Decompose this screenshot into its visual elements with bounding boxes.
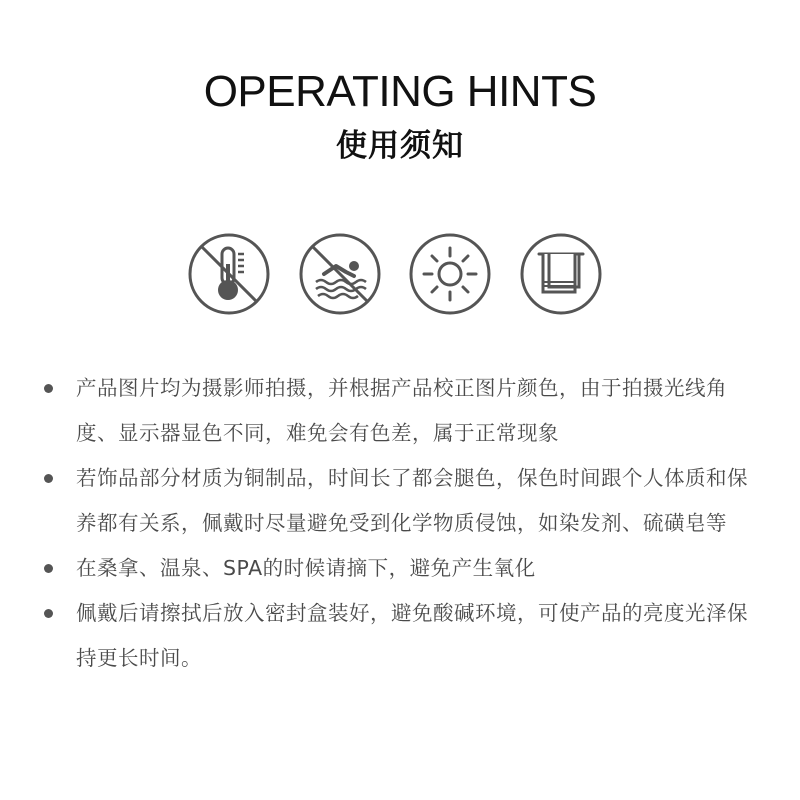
bullet-icon — [44, 564, 53, 573]
sun-icon — [408, 232, 492, 316]
hint-text: 若饰品部分材质为铜制品，时间长了都会腿色，保色时间跟个人体质和保养都有关系，佩戴时尽量避免受到化学物质侵蚀，如染发剂、硫磺皂等 — [76, 466, 748, 535]
towel-icon — [519, 232, 603, 316]
hint-list — [42, 366, 762, 681]
bullet-icon — [44, 609, 53, 618]
no-high-temperature-icon — [187, 232, 271, 316]
title-english: OPERATING HINTS — [203, 67, 597, 116]
hint-text: 产品图片均为摄影师拍摄，并根据产品校正图片颜色，由于拍摄光线角度、显示器显色不同，难免会有色差，属于正常现象 — [76, 376, 727, 445]
list-item — [42, 456, 762, 546]
list-item — [42, 546, 762, 591]
hint-icons-row — [0, 232, 800, 322]
list-item — [42, 366, 762, 456]
bullet-icon — [44, 384, 53, 393]
hint-text: 佩戴后请擦拭后放入密封盒装好，避免酸碱环境，可使产品的亮度光泽保持更长时间。 — [76, 601, 748, 670]
title-chinese: 使用须知 — [336, 128, 464, 164]
hint-text: 在桑拿、温泉、SPA的时候请摘下，避免产生氧化 — [76, 556, 536, 580]
bullet-icon — [44, 474, 53, 483]
no-swimming-icon — [298, 232, 382, 316]
list-item — [42, 591, 762, 681]
